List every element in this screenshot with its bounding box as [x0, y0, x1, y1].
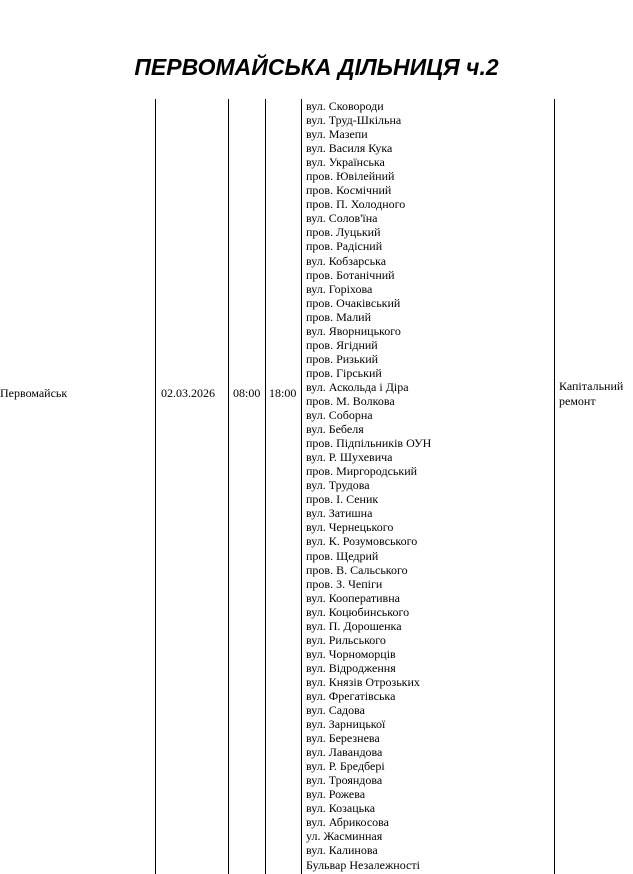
street-item: пров. Ягідний	[306, 337, 378, 352]
street-item: вул. Українська	[306, 155, 385, 170]
street-item: пров. Ботанічний	[306, 267, 395, 282]
street-item: вул. Садова	[306, 703, 365, 718]
column-divider	[554, 99, 555, 874]
street-item: пров. Підпільників ОУН	[306, 436, 432, 451]
street-item: вул. Кооперативна	[306, 590, 400, 605]
street-item: вул. Чорноморців	[306, 646, 396, 661]
street-item: вул. Березнева	[306, 731, 380, 746]
street-item: пров. Миргородський	[306, 464, 418, 479]
street-item: вул. Солов'їна	[306, 211, 378, 226]
street-item: вул. Сковороди	[306, 99, 384, 113]
reason-cell	[559, 379, 633, 409]
street-item: вул. Відродження	[306, 660, 396, 675]
street-item: вул. Р. Бредбері	[306, 759, 385, 774]
street-item: вул. Трудова	[306, 478, 370, 493]
column-divider	[155, 99, 156, 874]
street-item: пров. І. Сеник	[306, 492, 379, 507]
reason-line: ремонт	[559, 394, 596, 408]
settlement-cell: Первомайськ	[0, 386, 68, 400]
street-item: вул. Абрикосова	[306, 815, 389, 830]
column-divider	[228, 99, 229, 874]
street-item: вул. Зарницької	[306, 717, 386, 732]
street-item: ул. Жасминная	[306, 829, 383, 844]
street-item: Бульвар Незалежності	[306, 857, 420, 872]
streets-list	[306, 99, 431, 872]
street-item: вул. Затишна	[306, 506, 373, 521]
street-item: вул. Козацька	[306, 801, 376, 816]
date-cell: 02.03.2026	[161, 386, 215, 400]
street-item: вул. Коцюбинського	[306, 604, 410, 619]
street-item: пров. В. Сальського	[306, 562, 408, 577]
street-item: пров. Малий	[306, 309, 372, 324]
street-item: вул. Труд-Шкільна	[306, 113, 402, 128]
street-item: пров. М. Волкова	[306, 393, 395, 408]
page-title: ПЕРВОМАЙСЬКА ДІЛЬНИЦЯ ч.2	[134, 54, 499, 80]
street-item: пров. Щедрий	[306, 548, 379, 563]
street-item: вул. Горіхова	[306, 281, 373, 296]
street-item: вул. Чернецького	[306, 520, 394, 535]
street-item: пров. Луцький	[306, 225, 381, 240]
street-item: вул. Аскольда і Діра	[306, 379, 409, 394]
time-to-cell: 18:00	[269, 386, 297, 400]
column-divider	[301, 99, 302, 874]
street-item: вул. Фрегатівська	[306, 688, 396, 703]
street-item: пров. Ризький	[306, 351, 379, 366]
street-item: пров. Ювілейний	[306, 169, 395, 184]
street-item: вул. Кобзарська	[306, 253, 387, 268]
street-item: вул. Рожева	[306, 787, 366, 802]
street-item: пров. З. Чепіги	[306, 576, 383, 591]
street-item: пров. Очаківський	[306, 295, 401, 310]
street-item: пров. Радісний	[306, 239, 383, 254]
street-item: вул. К. Розумовського	[306, 534, 418, 549]
time-from-cell: 08:00	[233, 386, 261, 400]
street-item: пров. Гірський	[306, 365, 382, 380]
street-item: вул. Мазепи	[306, 127, 368, 142]
street-item: пров. Космічний	[306, 183, 392, 198]
column-divider	[265, 99, 266, 874]
street-item: вул. Трояндова	[306, 773, 383, 788]
street-item: вул. Князів Отрозьких	[306, 674, 420, 689]
street-item: вул. Калинова	[306, 843, 378, 858]
reason-line: Капітальний	[559, 379, 624, 393]
street-item: вул. П. Дорошенка	[306, 618, 402, 633]
street-item: пров. П. Холодного	[306, 197, 406, 212]
street-item: вул. Р. Шухевича	[306, 450, 393, 465]
street-item: вул. Лавандова	[306, 745, 383, 760]
street-item: вул. Василя Кука	[306, 141, 393, 156]
street-item: вул. Соборна	[306, 408, 373, 423]
street-item: вул. Бебеля	[306, 422, 364, 437]
street-item: вул. Яворницького	[306, 323, 401, 338]
street-item: вул. Рильського	[306, 632, 386, 647]
